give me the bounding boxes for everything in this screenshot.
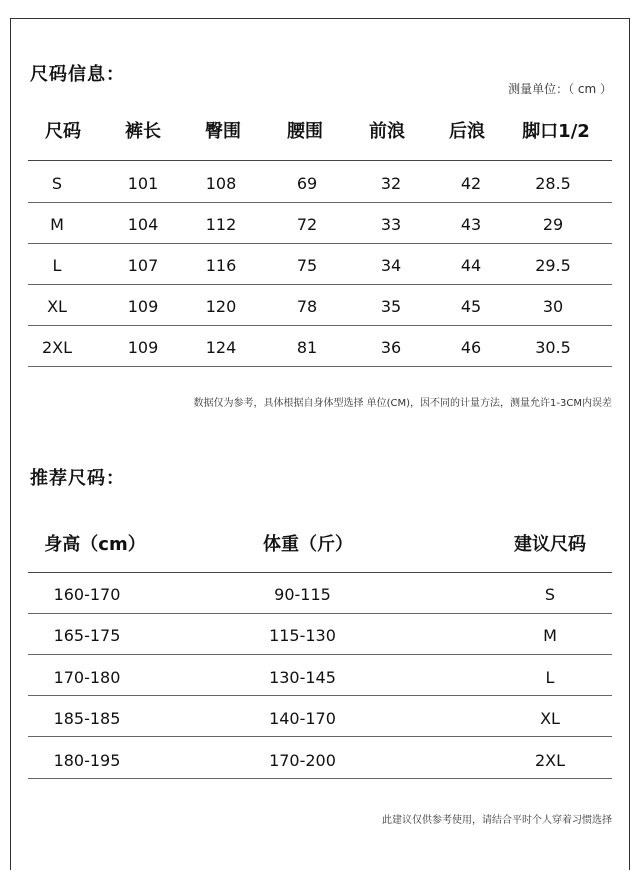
table-cell: 170-180 — [53, 668, 121, 687]
table-cell: 170-200 — [269, 751, 336, 770]
table-cell: 124 — [205, 338, 237, 357]
table-cell: 30.5 — [535, 338, 571, 357]
table-cell: 75 — [296, 256, 318, 275]
table-cell: 130-145 — [269, 668, 336, 687]
table-cell: 46 — [460, 338, 482, 357]
table-cell: 108 — [205, 174, 237, 193]
size-info-title: 尺码信息： — [30, 64, 125, 85]
row-rule — [28, 654, 612, 655]
recommend-header-weight: 体重（斤） — [263, 534, 353, 555]
table-cell: 34 — [380, 256, 402, 275]
table-cell: 69 — [296, 174, 318, 193]
table-cell: 32 — [380, 174, 402, 193]
recommend-title: 推荐尺码： — [30, 468, 125, 489]
table-cell: 35 — [380, 297, 402, 316]
row-rule — [28, 243, 612, 244]
size-header-front-rise: 前浪 — [369, 121, 405, 142]
table-cell: 43 — [460, 215, 482, 234]
row-rule — [28, 325, 612, 326]
size-table-rule — [28, 160, 612, 161]
recommend-footnote: 此建议仅供参考使用，请结合平时个人穿着习惯选择 — [382, 815, 612, 826]
table-cell: 33 — [380, 215, 402, 234]
size-header-leg-opening: 脚口1/2 — [522, 121, 590, 142]
table-cell: 36 — [380, 338, 402, 357]
row-rule — [28, 366, 612, 367]
table-cell: 120 — [205, 297, 237, 316]
table-cell: 115-130 — [269, 626, 336, 645]
table-cell: 2XL — [41, 338, 73, 357]
table-cell: 42 — [460, 174, 482, 193]
table-cell: 180-195 — [53, 751, 121, 770]
table-cell: XL — [540, 709, 560, 728]
table-cell: S — [544, 585, 556, 604]
row-rule — [28, 284, 612, 285]
table-cell: 104 — [127, 215, 159, 234]
table-cell: 109 — [127, 297, 159, 316]
size-header-hip: 臀围 — [205, 121, 241, 142]
size-header-size: 尺码 — [45, 121, 81, 142]
table-cell: S — [51, 174, 63, 193]
table-cell: L — [545, 668, 555, 687]
table-cell: 45 — [460, 297, 482, 316]
recommend-header-size: 建议尺码 — [514, 534, 586, 555]
size-header-waist: 腰围 — [287, 121, 323, 142]
unit-note: 测量单位：（ cm ） — [508, 82, 612, 96]
size-header-length: 裤长 — [125, 121, 161, 142]
table-cell: 116 — [205, 256, 237, 275]
table-cell: L — [52, 256, 62, 275]
table-cell: 78 — [296, 297, 318, 316]
table-cell: 28.5 — [535, 174, 571, 193]
table-cell: 165-175 — [53, 626, 121, 645]
table-cell: M — [50, 215, 64, 234]
table-cell: 90-115 — [274, 585, 331, 604]
table-cell: 2XL — [534, 751, 566, 770]
table-cell: 29 — [542, 215, 564, 234]
table-cell: 44 — [460, 256, 482, 275]
table-cell: 30 — [542, 297, 564, 316]
row-rule — [28, 778, 612, 779]
row-rule — [28, 695, 612, 696]
row-rule — [28, 736, 612, 737]
table-cell: 107 — [127, 256, 159, 275]
recommend-table-rule — [28, 572, 612, 573]
table-cell: 112 — [205, 215, 237, 234]
table-cell: 81 — [296, 338, 318, 357]
table-cell: 140-170 — [269, 709, 336, 728]
recommend-header-height: 身高（cm） — [44, 534, 146, 555]
table-cell: 101 — [127, 174, 159, 193]
table-cell: 185-185 — [53, 709, 121, 728]
table-cell: 29.5 — [535, 256, 571, 275]
table-cell: 160-170 — [53, 585, 121, 604]
table-cell: 72 — [296, 215, 318, 234]
row-rule — [28, 202, 612, 203]
size-header-back-rise: 后浪 — [449, 121, 485, 142]
size-footnote: 数据仅为参考，具体根据自身体型选择 单位(CM)，因不同的计量方法，测量允许1-3CM内误差 — [193, 398, 612, 409]
table-cell: M — [543, 626, 557, 645]
table-cell: XL — [47, 297, 67, 316]
table-cell: 109 — [127, 338, 159, 357]
row-rule — [28, 613, 612, 614]
page-frame — [10, 18, 630, 870]
